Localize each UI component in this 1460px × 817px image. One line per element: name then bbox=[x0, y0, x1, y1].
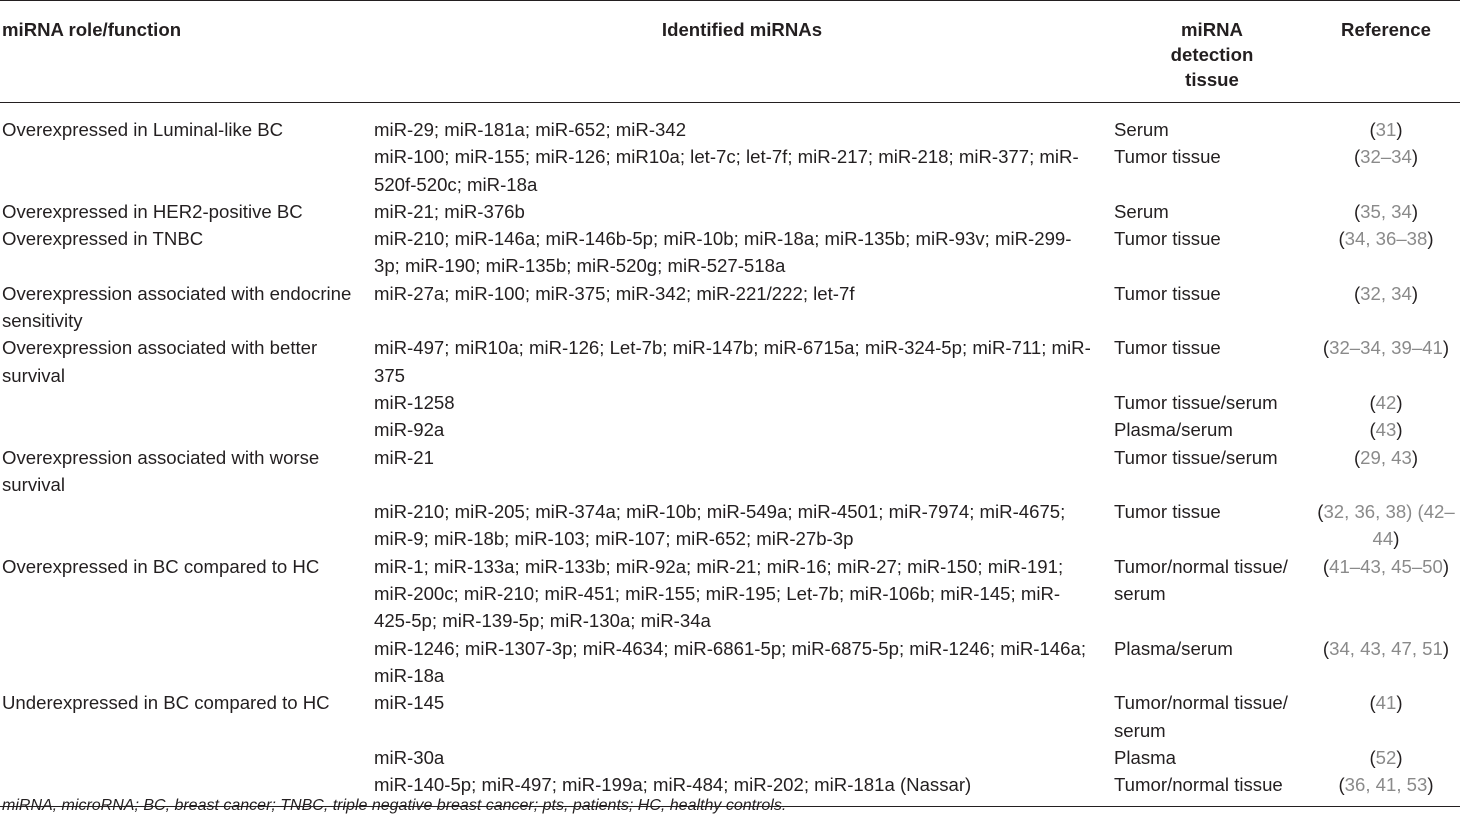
reference-cell bbox=[1312, 103, 1460, 144]
reference-close-paren: ) bbox=[1411, 282, 1419, 304]
table-row bbox=[0, 103, 1460, 144]
mirnas-cell: miR-92a bbox=[374, 419, 445, 441]
role-cell bbox=[0, 389, 372, 416]
role-cell: Underexpressed in BC compared to HC bbox=[2, 692, 330, 714]
reference-link[interactable]: 31 bbox=[1375, 119, 1397, 140]
reference-cell bbox=[1312, 744, 1460, 771]
reference-cell bbox=[1312, 143, 1460, 198]
reference-open-paren: ( bbox=[1322, 337, 1330, 359]
mirnas-cell: miR-1258 bbox=[374, 391, 455, 413]
role-cell bbox=[0, 416, 372, 443]
tissue-cell: Plasma/serum bbox=[1114, 637, 1233, 659]
reference-close-paren: ) bbox=[1411, 146, 1419, 168]
reference-cell bbox=[1312, 280, 1460, 335]
mirnas-cell: miR-1; miR-133a; miR-133b; miR-92a; miR-21; miR-16; miR-27; miR-150; miR-191; miR-200c; miR-210; miR-451; miR-155; miR-195; Let-7b; miR-106b; miR-145; miR-425-5p; miR-139-5p; miR-130a; miR-34a bbox=[374, 555, 1064, 632]
tissue-cell: Serum bbox=[1114, 119, 1169, 140]
table-row bbox=[0, 416, 1460, 443]
role-cell bbox=[0, 498, 372, 553]
reference-close-paren: ) bbox=[1427, 228, 1434, 250]
reference-link[interactable]: 32–34 bbox=[1360, 146, 1412, 168]
mirnas-cell: miR-21 bbox=[374, 446, 434, 468]
reference-cell bbox=[1312, 498, 1460, 553]
reference-link[interactable]: 41 bbox=[1375, 692, 1397, 714]
tissue-cell: Tumor tissue bbox=[1114, 282, 1221, 304]
header-row bbox=[0, 1, 1460, 103]
reference-link[interactable]: 36, 41, 53 bbox=[1344, 774, 1428, 796]
reference-close-paren: ) bbox=[1396, 391, 1403, 413]
mirnas-cell: miR-497; miR10a; miR-126; Let-7b; miR-147b; miR-6715a; miR-324-5p; miR-711; miR-375 bbox=[374, 337, 1091, 386]
reference-close-paren: ) bbox=[1396, 746, 1403, 768]
role-cell: Overexpressed in BC compared to HC bbox=[2, 555, 320, 577]
reference-open-paren: ( bbox=[1317, 501, 1324, 523]
mirnas-cell: miR-140-5p; miR-497; miR-199a; miR-484; miR-202; miR-181a (Nassar) bbox=[372, 771, 1112, 807]
reference-link[interactable]: 32, 36, 38) (42–44 bbox=[1323, 501, 1455, 550]
tissue-cell: Tumor tissue/serum bbox=[1114, 446, 1278, 468]
reference-close-paren: ) bbox=[1396, 692, 1403, 714]
reference-cell bbox=[1312, 416, 1460, 443]
tissue-cell: Tumor tissue bbox=[1114, 146, 1221, 168]
mirnas-cell: miR-21; miR-376b bbox=[374, 200, 525, 222]
table-row bbox=[0, 389, 1460, 416]
reference-open-paren: ( bbox=[1369, 419, 1376, 441]
reference-cell bbox=[1312, 553, 1460, 635]
table-row bbox=[0, 198, 1460, 225]
reference-close-paren: ) bbox=[1393, 528, 1400, 550]
reference-close-paren: ) bbox=[1411, 200, 1419, 222]
mirnas-cell: miR-100; miR-155; miR-126; miR10a; let-7c; let-7f; miR-217; miR-218; miR-377; miR-520f-520c; miR-18a bbox=[374, 146, 1079, 195]
role-cell: Overexpressed in TNBC bbox=[2, 228, 204, 250]
reference-cell bbox=[1312, 444, 1460, 499]
reference-close-paren: ) bbox=[1442, 337, 1450, 359]
tissue-cell: Plasma/serum bbox=[1114, 419, 1233, 441]
tissue-cell: Tumor/normal tissue bbox=[1112, 771, 1312, 807]
mirnas-cell: miR-30a bbox=[374, 746, 445, 768]
reference-cell bbox=[1312, 689, 1460, 744]
reference-link[interactable]: 35, 34 bbox=[1360, 200, 1412, 222]
reference-close-paren: ) bbox=[1411, 446, 1419, 468]
role-cell bbox=[0, 635, 372, 690]
reference-open-paren: ( bbox=[1338, 774, 1345, 796]
table-row bbox=[0, 635, 1460, 690]
table-row bbox=[0, 498, 1460, 553]
mirnas-cell: miR-29; miR-181a; miR-652; miR-342 bbox=[374, 119, 687, 140]
table-row bbox=[0, 334, 1460, 389]
header-role: miRNA role/function bbox=[0, 1, 372, 103]
reference-cell bbox=[1312, 198, 1460, 225]
reference-close-paren: ) bbox=[1396, 119, 1403, 140]
reference-close-paren: ) bbox=[1427, 774, 1434, 796]
reference-cell bbox=[1312, 225, 1460, 280]
tissue-cell: Tumor tissue bbox=[1114, 501, 1221, 523]
header-tissue-text: miRNA detection tissue bbox=[1170, 19, 1254, 90]
header-reference: Reference bbox=[1312, 1, 1460, 103]
table-header bbox=[0, 1, 1460, 103]
tissue-cell: Tumor/normal tissue/ serum bbox=[1114, 555, 1288, 605]
reference-cell bbox=[1312, 771, 1460, 807]
role-cell bbox=[0, 143, 372, 198]
role-cell: Overexpression associated with better survival bbox=[2, 337, 318, 386]
table-row bbox=[0, 143, 1460, 198]
tissue-cell: Tumor tissue bbox=[1114, 337, 1221, 359]
header-mirnas: Identified miRNAs bbox=[372, 1, 1112, 103]
reference-open-paren: ( bbox=[1369, 692, 1376, 714]
header-tissue bbox=[1112, 1, 1312, 103]
reference-link[interactable]: 32, 34 bbox=[1360, 282, 1412, 304]
tissue-cell: Plasma bbox=[1114, 746, 1177, 768]
table-row bbox=[0, 444, 1460, 499]
mirnas-cell: miR-145 bbox=[374, 692, 445, 714]
reference-open-paren: ( bbox=[1369, 391, 1376, 413]
tissue-cell: Tumor tissue bbox=[1114, 228, 1221, 250]
reference-open-paren: ( bbox=[1322, 555, 1330, 577]
mirnas-cell: miR-210; miR-205; miR-374a; miR-10b; miR-549a; miR-4501; miR-7974; miR-4675; miR-9; miR-18b; miR-103; miR-107; miR-652; miR-27b-3p bbox=[374, 501, 1066, 550]
reference-open-paren: ( bbox=[1353, 446, 1361, 468]
tissue-cell: Serum bbox=[1114, 200, 1169, 222]
reference-open-paren: ( bbox=[1353, 146, 1361, 168]
reference-cell bbox=[1312, 635, 1460, 690]
role-cell: Overexpressed in HER2-positive BC bbox=[2, 200, 303, 222]
reference-open-paren: ( bbox=[1369, 119, 1376, 140]
reference-open-paren: ( bbox=[1369, 746, 1376, 768]
table-row bbox=[0, 744, 1460, 771]
reference-open-paren: ( bbox=[1338, 228, 1345, 250]
reference-close-paren: ) bbox=[1442, 637, 1450, 659]
tissue-cell: Tumor/normal tissue/ serum bbox=[1114, 692, 1288, 741]
reference-link[interactable]: 43 bbox=[1375, 419, 1397, 441]
reference-close-paren: ) bbox=[1396, 419, 1403, 441]
reference-link[interactable]: 41–43, 45–50 bbox=[1329, 555, 1443, 577]
table-row bbox=[0, 280, 1460, 335]
table-row bbox=[0, 553, 1460, 635]
table-row bbox=[0, 225, 1460, 280]
reference-open-paren: ( bbox=[1353, 200, 1361, 222]
role-cell: Overexpression associated with worse survival bbox=[2, 446, 320, 495]
reference-open-paren: ( bbox=[1353, 282, 1361, 304]
reference-link[interactable]: 52 bbox=[1375, 746, 1397, 768]
role-cell: Overexpression associated with endocrine sensitivity bbox=[2, 282, 352, 332]
table-footnote: miRNA, microRNA; BC, breast cancer; TNBC, triple negative breast cancer; pts, patients; HC, healthy controls. bbox=[2, 797, 787, 814]
reference-link[interactable]: 34, 43, 47, 51 bbox=[1329, 637, 1443, 659]
reference-cell bbox=[1312, 389, 1460, 416]
reference-open-paren: ( bbox=[1322, 637, 1330, 659]
reference-close-paren: ) bbox=[1442, 555, 1450, 577]
table-body bbox=[0, 103, 1460, 807]
role-cell: Overexpressed in Luminal-like BC bbox=[2, 119, 284, 140]
role-cell bbox=[0, 744, 372, 771]
mirnas-cell: miR-1246; miR-1307-3p; miR-4634; miR-6861-5p; miR-6875-5p; miR-1246; miR-146a; miR-18a bbox=[374, 637, 1087, 686]
reference-link[interactable]: 34, 36–38 bbox=[1344, 228, 1428, 250]
reference-link[interactable]: 42 bbox=[1375, 391, 1397, 413]
reference-link[interactable]: 29, 43 bbox=[1360, 446, 1412, 468]
reference-link[interactable]: 32–34, 39–41 bbox=[1329, 337, 1443, 359]
mirnas-cell: miR-27a; miR-100; miR-375; miR-342; miR-221/222; let-7f bbox=[374, 282, 855, 304]
reference-cell bbox=[1312, 334, 1460, 389]
tissue-cell: Tumor tissue/serum bbox=[1114, 391, 1278, 413]
mirnas-cell: miR-210; miR-146a; miR-146b-5p; miR-10b; miR-18a; miR-135b; miR-93v; miR-299-3p; miR-190; miR-135b; miR-520g; miR-527-518a bbox=[374, 228, 1072, 277]
table-row bbox=[0, 689, 1460, 744]
